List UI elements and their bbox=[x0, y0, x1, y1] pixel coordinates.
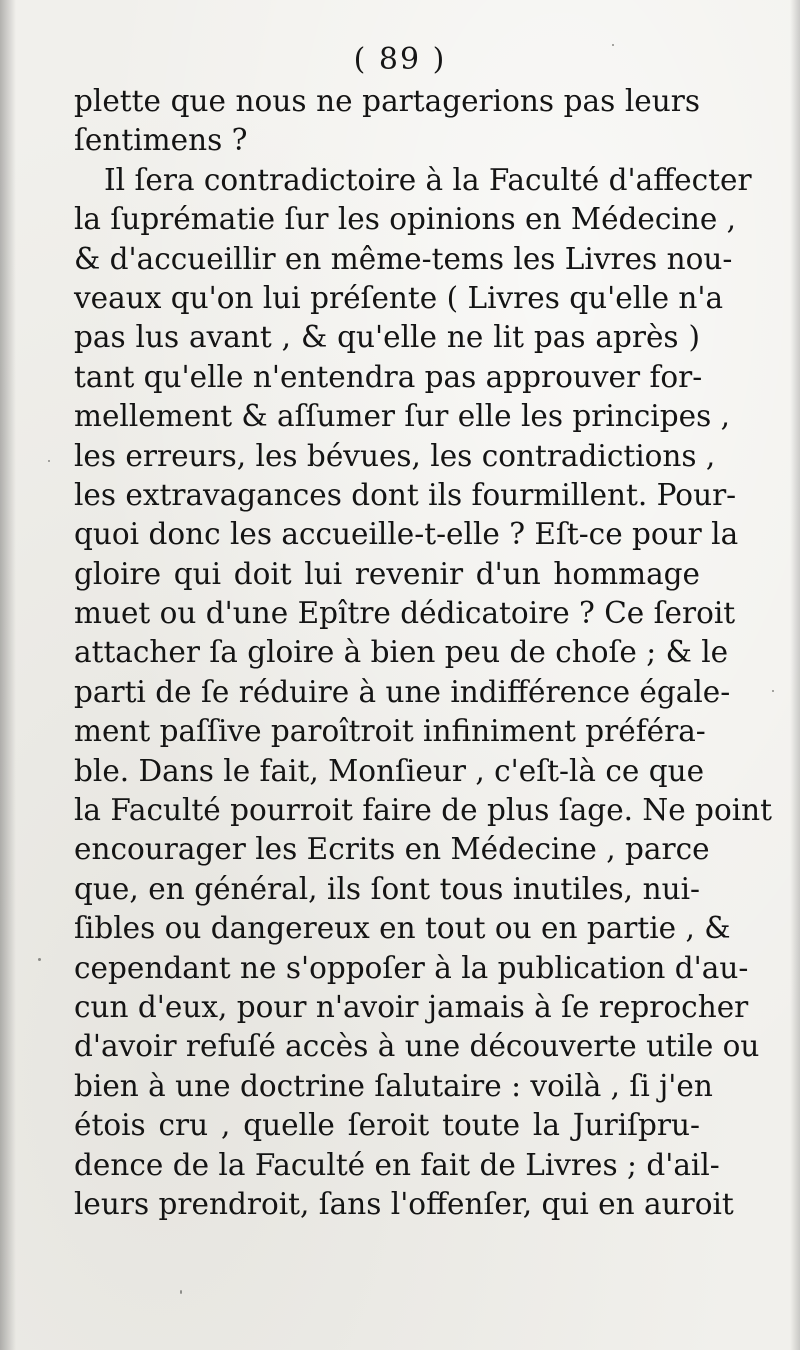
text-line: ſentimens ? bbox=[74, 123, 248, 158]
text-line: étois cru , quelle ſeroit toute la Juriſpru- bbox=[74, 1108, 700, 1143]
text-line: quoi donc les accueille-t-elle ? Eſt-ce pour la bbox=[74, 517, 739, 552]
text-line: les extravagances dont ils fourmillent. Pour- bbox=[74, 477, 737, 512]
binding-shadow bbox=[0, 0, 16, 1350]
text-line: ble. Dans le fait, Monſieur , c'eſt-là ce que bbox=[74, 753, 705, 788]
text-line: bien à une doctrine ſalutaire : voilà , ſi j'en bbox=[74, 1068, 713, 1103]
text-line: la ſuprématie ſur les opinions en Médecine , bbox=[74, 202, 737, 237]
text-line: Il ſera contradictoire à la Faculté d'affecter bbox=[104, 162, 752, 197]
text-line: tant qu'elle n'entendra pas approuver for- bbox=[74, 359, 703, 394]
text-line: cun d'eux, pour n'avoir jamais à ſe reprocher bbox=[74, 989, 749, 1024]
paper-speck bbox=[48, 460, 50, 462]
text-line: muet ou d'une Epître dédicatoire ? Ce ſeroit bbox=[74, 596, 736, 631]
text-line: que, en général, ils ſont tous inutiles, nui- bbox=[74, 871, 700, 906]
paper-speck bbox=[612, 44, 614, 46]
text-line: dence de la Faculté en fait de Livres ; d'ail- bbox=[74, 1147, 720, 1182]
page-number: ( 89 ) bbox=[353, 42, 447, 77]
text-line: les erreurs, les bévues, les contradictions , bbox=[74, 438, 716, 473]
text-line: parti de ſe réduire à une indifférence égale- bbox=[74, 674, 731, 709]
text-line: la Faculté pourroit faire de plus ſage. Ne point bbox=[74, 793, 772, 828]
text-line: & d'accueillir en même-tems les Livres nou- bbox=[74, 241, 733, 276]
text-line: attacher ſa gloire à bien peu de choſe ; & le bbox=[74, 635, 729, 670]
text-line: d'avoir refuſé accès à une découverte utile ou bbox=[74, 1029, 760, 1064]
text-line: cependant ne s'oppoſer à la publication d'au- bbox=[74, 950, 749, 985]
text-line: mellement & aſſumer ſur elle les principes , bbox=[74, 399, 730, 434]
paper-speck bbox=[180, 1290, 182, 1294]
text-line: ment paſſive paroîtroit infiniment préféra- bbox=[74, 714, 706, 749]
text-line: pas lus avant , & qu'elle ne lit pas après ) bbox=[74, 320, 700, 355]
text-line: leurs prendroit, ſans l'offenſer, qui en auroit bbox=[74, 1186, 734, 1221]
text-line: veaux qu'on lui préſente ( Livres qu'elle n'a bbox=[74, 280, 724, 315]
text-line: gloire qui doit lui revenir d'un hommage bbox=[74, 556, 700, 591]
paper-speck bbox=[772, 690, 774, 692]
paper-speck bbox=[38, 958, 41, 961]
text-line: plette que nous ne partagerions pas leurs bbox=[74, 84, 700, 118]
text-line: encourager les Ecrits en Médecine , parce bbox=[74, 832, 710, 867]
body-text bbox=[74, 82, 772, 1224]
edge-shadow bbox=[790, 0, 800, 1350]
text-line: ſibles ou dangereux en tout ou en partie , & bbox=[74, 911, 731, 946]
